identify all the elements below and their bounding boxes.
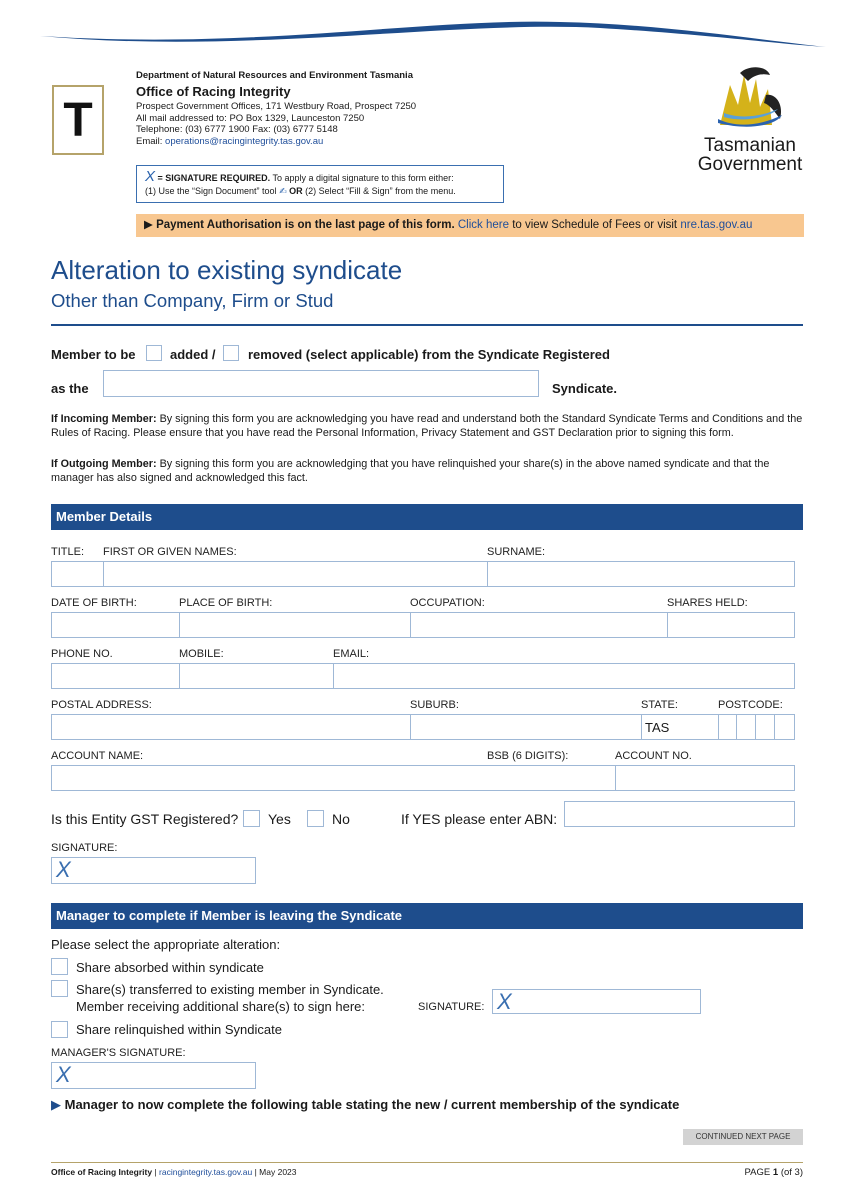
play-arrow-icon: ▶ xyxy=(51,1097,61,1112)
incoming-label: If Incoming Member: xyxy=(51,413,157,425)
manager-section-heading: Manager to complete if Member is leaving the Syndicate xyxy=(51,903,803,929)
form-type-badge: T xyxy=(52,85,104,155)
additional-share-prompt: Member receiving additional share(s) to sign here: xyxy=(76,999,366,1014)
gst-yes-checkbox[interactable] xyxy=(243,810,260,827)
dob-label: DATE OF BIRTH: xyxy=(51,597,137,609)
suburb-input[interactable] xyxy=(411,715,642,739)
gst-question: Is this Entity GST Registered? xyxy=(51,811,239,827)
member-signature-label: SIGNATURE: xyxy=(51,842,118,854)
abn-input[interactable] xyxy=(564,801,795,827)
fees-link[interactable]: Click here xyxy=(457,219,510,231)
manager-instruction-text: Manager to now complete the following table stating the new / current membership of the syndicate xyxy=(64,1097,680,1112)
page-title: Alteration to existing syndicate xyxy=(51,255,403,285)
page-indicator xyxy=(745,1167,803,1178)
header-wave xyxy=(0,0,848,60)
tasmanian-government-logo xyxy=(690,65,810,174)
removed-label: removed (select applicable) from the Syndicate Registered xyxy=(248,347,610,362)
occupation-input[interactable] xyxy=(411,613,668,637)
account-no-label: ACCOUNT NO. xyxy=(615,750,692,762)
payment-middle-text: to view Schedule of Fees or visit xyxy=(512,219,678,231)
outgoing-member-notice xyxy=(51,457,803,485)
manager-signature-label: MANAGER'S SIGNATURE: xyxy=(51,1047,186,1059)
as-the-label: as the xyxy=(51,381,89,396)
email-label-field: EMAIL: xyxy=(333,648,370,660)
syndicate-label: Syndicate. xyxy=(552,381,618,396)
contact-row xyxy=(51,663,795,689)
bank-row xyxy=(51,765,795,791)
phone-line: Telephone: (03) 6777 1900 Fax: (03) 6777 5148 xyxy=(136,124,338,135)
share-absorbed-checkbox[interactable] xyxy=(51,958,68,975)
footer-site-link[interactable]: racingintegrity.tas.gov.au xyxy=(159,1167,253,1177)
member-signature-field[interactable]: X xyxy=(51,857,256,884)
removed-checkbox[interactable] xyxy=(223,345,239,361)
gst-no-label: No xyxy=(332,811,350,827)
gst-yes-label: Yes xyxy=(268,811,291,827)
occupation-label: OCCUPATION: xyxy=(410,597,485,609)
surname-input[interactable] xyxy=(488,562,794,586)
address-line-2: All mail addressed to: PO Box 1329, Launceston 7250 xyxy=(136,112,365,124)
signature-required-notice xyxy=(136,165,504,203)
footer-office: Office of Racing Integrity xyxy=(51,1167,153,1177)
pob-input[interactable] xyxy=(180,613,411,637)
website-link[interactable]: nre.tas.gov.au xyxy=(680,219,753,231)
state-input[interactable]: TAS xyxy=(642,715,719,739)
signature-or: OR xyxy=(289,186,303,196)
outgoing-text: By signing this form you are acknowledging that you have relinquished your share(s) in the above named syndicate and that the manager has also signed and acknowledged this fact. xyxy=(51,458,770,484)
account-name-input[interactable] xyxy=(52,766,616,790)
outgoing-label: If Outgoing Member: xyxy=(51,458,157,470)
postcode-digit-4[interactable] xyxy=(775,715,794,739)
payment-banner xyxy=(136,214,804,237)
postcode-digit-3[interactable] xyxy=(756,715,775,739)
postcode-digit-2[interactable] xyxy=(737,715,756,739)
signature-option-2: (2) Select “Fill & Sign” from the menu. xyxy=(305,186,456,196)
mobile-label: MOBILE: xyxy=(179,648,224,660)
added-checkbox[interactable] xyxy=(146,345,162,361)
footer-text xyxy=(51,1167,297,1177)
share-absorbed-label: Share absorbed within syndicate xyxy=(76,960,264,975)
member-details-heading: Member Details xyxy=(51,504,803,530)
manager-instruction xyxy=(51,1097,679,1113)
first-names-input[interactable] xyxy=(104,562,488,586)
title-divider xyxy=(51,324,803,326)
signature-x-icon: X xyxy=(145,168,156,185)
phone-label: PHONE NO. xyxy=(51,648,113,660)
address-line-1: Prospect Government Offices, 171 Westbury Road, Prospect 7250 xyxy=(136,101,417,112)
transfer-signature-label: SIGNATURE: xyxy=(418,1001,485,1013)
page-label: PAGE xyxy=(744,1167,773,1178)
office-name: Office of Racing Integrity xyxy=(136,83,291,99)
page-of: (of 3) xyxy=(778,1167,803,1178)
department-name: Department of Natural Resources and Environment Tasmania xyxy=(136,70,413,81)
pob-label: PLACE OF BIRTH: xyxy=(179,597,273,609)
logo-line-1: Tasmanian xyxy=(704,135,796,156)
incoming-member-notice xyxy=(51,412,803,440)
added-label: added / xyxy=(170,347,216,362)
page-number: 1 xyxy=(772,1167,779,1178)
footer-date: | May 2023 xyxy=(252,1167,297,1177)
thylacine-logo-icon xyxy=(710,65,790,131)
sign-tool-icon: ✍ xyxy=(279,186,287,196)
page-subtitle: Other than Company, Firm or Stud xyxy=(51,290,334,311)
surname-label: SURNAME: xyxy=(487,546,546,558)
address-row xyxy=(51,714,795,740)
title-input[interactable] xyxy=(52,562,104,586)
signature-option-1: (1) Use the “Sign Document” tool xyxy=(145,186,277,196)
manager-signature-field[interactable]: X xyxy=(51,1062,256,1089)
share-transferred-checkbox[interactable] xyxy=(51,980,68,997)
postcode-digit-1[interactable] xyxy=(719,715,737,739)
play-arrow-icon: ▶ xyxy=(144,219,153,231)
email-label: Email: xyxy=(136,135,166,147)
title-label: TITLE: xyxy=(51,546,85,558)
share-relinquished-checkbox[interactable] xyxy=(51,1021,68,1038)
account-no-input[interactable] xyxy=(616,766,794,790)
share-relinquished-label: Share relinquished within Syndicate xyxy=(76,1022,282,1037)
shares-held-label: SHARES HELD: xyxy=(667,597,748,609)
gst-no-checkbox[interactable] xyxy=(307,810,324,827)
footer-sep: | xyxy=(152,1167,160,1177)
continued-next-page: CONTINUED NEXT PAGE xyxy=(683,1129,803,1145)
email-link[interactable]: operations@racingintegrity.tas.gov.au xyxy=(165,135,324,147)
postal-input[interactable] xyxy=(52,715,411,739)
email-line xyxy=(136,136,416,148)
member-to-be-label: Member to be xyxy=(51,347,136,362)
account-name-label: ACCOUNT NAME: xyxy=(51,750,144,762)
suburb-label: SUBURB: xyxy=(410,699,459,711)
footer-divider xyxy=(51,1162,803,1163)
signature-required-title: = SIGNATURE REQUIRED. xyxy=(157,173,271,183)
dob-input[interactable] xyxy=(52,613,180,637)
postal-label: POSTAL ADDRESS: xyxy=(51,699,152,711)
signature-intro: To apply a digital signature to this form either: xyxy=(272,173,454,183)
postcode-label: POSTCODE: xyxy=(718,699,783,711)
logo-line-2: Government xyxy=(697,154,803,175)
name-row xyxy=(51,561,795,587)
birth-row xyxy=(51,612,795,638)
first-names-label: FIRST OR GIVEN NAMES: xyxy=(103,546,237,558)
state-label: STATE: xyxy=(641,699,678,711)
select-alteration-prompt: Please select the appropriate alteration: xyxy=(51,937,281,952)
transfer-signature-field[interactable]: X xyxy=(492,989,701,1014)
department-header xyxy=(136,70,416,147)
payment-bold-text: Payment Authorisation is on the last page of this form. xyxy=(156,219,455,231)
phone-input[interactable] xyxy=(52,664,180,688)
bsb-label: BSB (6 DIGITS): xyxy=(487,750,569,762)
mobile-input[interactable] xyxy=(180,664,334,688)
abn-prompt: If YES please enter ABN: xyxy=(401,811,558,827)
shares-held-input[interactable] xyxy=(668,613,794,637)
incoming-text: By signing this form you are acknowledging you have read and understand both the Standard Syndicate Terms and Conditions and the Rules of Racing. Please ensure that you have read the Personal Information, Privacy Statement and GST Declaration prior to signing this form. xyxy=(51,413,803,439)
email-input[interactable] xyxy=(334,664,794,688)
share-transferred-label: Share(s) transferred to existing member in Syndicate. xyxy=(76,982,384,997)
syndicate-name-input[interactable] xyxy=(103,370,539,397)
